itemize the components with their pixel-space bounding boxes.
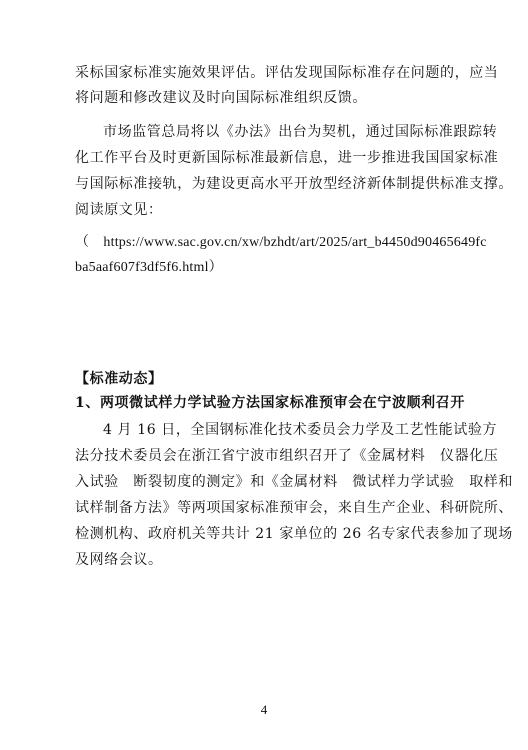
news-item-title: 1、两项微试样力学试验方法国家标准预审会在宁波顺利召开 <box>75 395 465 411</box>
paragraph-line: 及网络会议。 <box>75 552 163 568</box>
source-link[interactable]: （ https://www.sac.gov.cn/xw/bzhdt/art/2025/art_b4450d90465649fc <box>75 235 487 250</box>
paragraph-line: 市场监管总局将以《办法》出台为契机，通过国际标准跟踪转 <box>103 124 498 140</box>
page-number: 4 <box>260 702 268 717</box>
source-link[interactable]: ba5aaf607f3df5f6.html） <box>75 260 223 275</box>
paragraph-line: 采标国家标准实施效果评估。评估发现国际标准存在问题的，应当 <box>75 65 499 81</box>
paragraph-line: 检测机构、政府机关等共计 21 家单位的 26 名专家代表参加了现场 <box>75 526 513 542</box>
paragraph-line: 阅读原文见： <box>75 202 163 218</box>
paragraph-line: 4 月 16 日，全国钢标准化技术委员会力学及工艺性能试验方 <box>103 422 498 438</box>
paragraph-line: 与国际标准接轨，为建设更高水平开放型经济新体制提供标准支撑。 <box>75 176 513 192</box>
paragraph-line: 入试验 断裂韧度的测定》和《金属材料 微试样力学试验 取样和 <box>75 474 513 490</box>
paragraph-line: 化工作平台及时更新国际标准最新信息，进一步推进我国国家标准 <box>75 150 499 166</box>
paragraph-line: 将问题和修改建议及时向国际标准组织反馈。 <box>75 90 367 106</box>
paragraph-line: 试样制备方法》等两项国家标准预审会，来自生产企业、科研院所、 <box>75 500 513 516</box>
paragraph-line: 法分技术委员会在浙江省宁波市组织召开了《金属材料 仪器化压 <box>75 448 499 464</box>
section-heading: 【标准动态】 <box>75 371 163 387</box>
